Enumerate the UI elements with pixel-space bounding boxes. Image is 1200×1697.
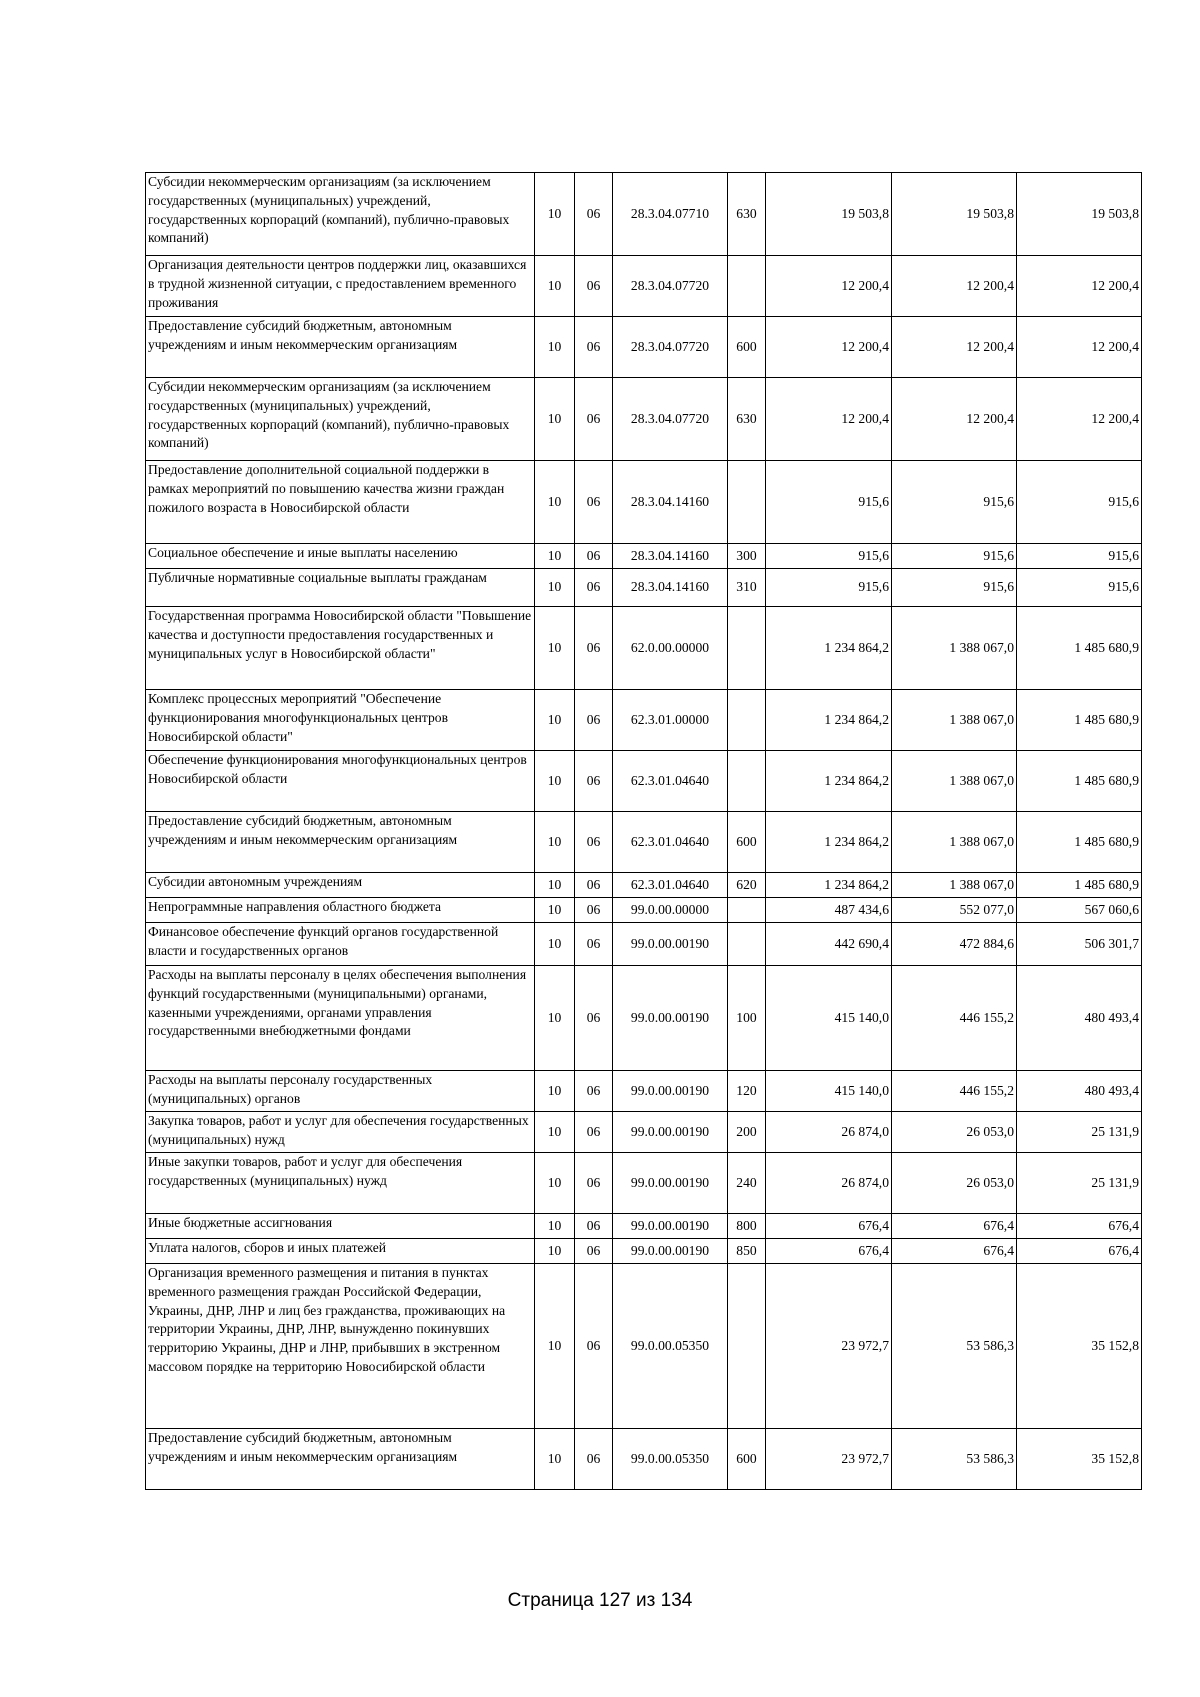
- table-row: [146, 751, 1142, 812]
- row-name-cell: Предоставление субсидий бюджетным, автономным учреждениям и иным некоммерческим организациям: [146, 1429, 535, 1490]
- section-code-cell: 10: [535, 378, 575, 461]
- amount-cell-3: 25 131,9: [1017, 1112, 1142, 1153]
- expense-type-cell: 600: [728, 812, 766, 873]
- amount-cell-3: 915,6: [1017, 569, 1142, 607]
- subsection-code-cell: 06: [575, 173, 613, 256]
- amount-cell-2: 12 200,4: [892, 256, 1017, 317]
- row-name-cell: Публичные нормативные социальные выплаты гражданам: [146, 569, 535, 607]
- page-number: Страница 127 из 134: [507, 1590, 693, 1611]
- amount-cell-1: 1 234 864,2: [766, 607, 892, 690]
- target-article-cell: 99.0.00.00190: [613, 1239, 728, 1264]
- subsection-code-cell: 06: [575, 607, 613, 690]
- target-article-cell: 99.0.00.00190: [613, 966, 728, 1071]
- row-name-cell: Расходы на выплаты персоналу в целях обеспечения выполнения функций государственными (муниципальными) органами, казенными учреждениями, органами управления государственными внебюджетными фондами: [146, 966, 535, 1071]
- row-name-cell: Обеспечение функционирования многофункциональных центров Новосибирской области: [146, 751, 535, 812]
- amount-cell-3: 1 485 680,9: [1017, 690, 1142, 751]
- expense-type-cell: 800: [728, 1214, 766, 1239]
- table-row: [146, 1239, 1142, 1264]
- table-row: [146, 256, 1142, 317]
- expense-type-cell: [728, 751, 766, 812]
- amount-cell-2: 1 388 067,0: [892, 690, 1017, 751]
- amount-cell-2: 26 053,0: [892, 1153, 1017, 1214]
- subsection-code-cell: 06: [575, 378, 613, 461]
- row-name-cell: Закупка товаров, работ и услуг для обеспечения государственных (муниципальных) нужд: [146, 1112, 535, 1153]
- amount-cell-2: 1 388 067,0: [892, 607, 1017, 690]
- table-row: [146, 1264, 1142, 1429]
- amount-cell-1: 442 690,4: [766, 923, 892, 966]
- section-code-cell: 10: [535, 1239, 575, 1264]
- target-article-cell: 28.3.04.07710: [613, 173, 728, 256]
- subsection-code-cell: 06: [575, 923, 613, 966]
- expense-type-cell: [728, 256, 766, 317]
- section-code-cell: 10: [535, 690, 575, 751]
- row-name-cell: Предоставление субсидий бюджетным, автономным учреждениям и иным некоммерческим организациям: [146, 812, 535, 873]
- amount-cell-3: 35 152,8: [1017, 1264, 1142, 1429]
- expense-type-cell: 620: [728, 873, 766, 898]
- amount-cell-1: 676,4: [766, 1239, 892, 1264]
- row-name-cell: Непрограммные направления областного бюджета: [146, 898, 535, 923]
- amount-cell-3: 506 301,7: [1017, 923, 1142, 966]
- expense-type-cell: [728, 898, 766, 923]
- row-name-cell: Социальное обеспечение и иные выплаты населению: [146, 544, 535, 569]
- table-row: [146, 1153, 1142, 1214]
- amount-cell-2: 676,4: [892, 1239, 1017, 1264]
- target-article-cell: 99.0.00.00000: [613, 898, 728, 923]
- section-code-cell: 10: [535, 544, 575, 569]
- amount-cell-3: 676,4: [1017, 1239, 1142, 1264]
- subsection-code-cell: 06: [575, 1112, 613, 1153]
- amount-cell-1: 12 200,4: [766, 256, 892, 317]
- target-article-cell: 99.0.00.00190: [613, 1214, 728, 1239]
- amount-cell-1: 1 234 864,2: [766, 812, 892, 873]
- target-article-cell: 28.3.04.07720: [613, 256, 728, 317]
- table-row: [146, 873, 1142, 898]
- target-article-cell: 99.0.00.05350: [613, 1264, 728, 1429]
- amount-cell-2: 53 586,3: [892, 1429, 1017, 1490]
- row-name-cell: Иные бюджетные ассигнования: [146, 1214, 535, 1239]
- table-row: [146, 461, 1142, 544]
- section-code-cell: 10: [535, 607, 575, 690]
- amount-cell-3: 12 200,4: [1017, 317, 1142, 378]
- amount-cell-2: 26 053,0: [892, 1112, 1017, 1153]
- subsection-code-cell: 06: [575, 1153, 613, 1214]
- amount-cell-3: 1 485 680,9: [1017, 607, 1142, 690]
- amount-cell-2: 915,6: [892, 569, 1017, 607]
- target-article-cell: 62.3.01.04640: [613, 812, 728, 873]
- amount-cell-1: 915,6: [766, 569, 892, 607]
- section-code-cell: 10: [535, 1214, 575, 1239]
- row-name-cell: Комплекс процессных мероприятий "Обеспечение функционирования многофункциональных центров Новосибирской области": [146, 690, 535, 751]
- expense-type-cell: 310: [728, 569, 766, 607]
- amount-cell-2: 1 388 067,0: [892, 751, 1017, 812]
- section-code-cell: 10: [535, 812, 575, 873]
- amount-cell-2: 1 388 067,0: [892, 873, 1017, 898]
- amount-cell-3: 25 131,9: [1017, 1153, 1142, 1214]
- table-row: [146, 690, 1142, 751]
- amount-cell-3: 1 485 680,9: [1017, 812, 1142, 873]
- section-code-cell: 10: [535, 1153, 575, 1214]
- expense-type-cell: [728, 607, 766, 690]
- amount-cell-1: 1 234 864,2: [766, 690, 892, 751]
- expense-type-cell: [728, 461, 766, 544]
- row-name-cell: Расходы на выплаты персоналу государственных (муниципальных) органов: [146, 1071, 535, 1112]
- section-code-cell: 10: [535, 1112, 575, 1153]
- expense-type-cell: 240: [728, 1153, 766, 1214]
- subsection-code-cell: 06: [575, 544, 613, 569]
- subsection-code-cell: 06: [575, 569, 613, 607]
- amount-cell-2: 12 200,4: [892, 378, 1017, 461]
- amount-cell-1: 19 503,8: [766, 173, 892, 256]
- subsection-code-cell: 06: [575, 256, 613, 317]
- section-code-cell: 10: [535, 1264, 575, 1429]
- target-article-cell: 28.3.04.14160: [613, 569, 728, 607]
- section-code-cell: 10: [535, 898, 575, 923]
- target-article-cell: 28.3.04.14160: [613, 461, 728, 544]
- target-article-cell: 28.3.04.14160: [613, 544, 728, 569]
- amount-cell-3: 480 493,4: [1017, 966, 1142, 1071]
- amount-cell-2: 446 155,2: [892, 966, 1017, 1071]
- section-code-cell: 10: [535, 1071, 575, 1112]
- amount-cell-1: 415 140,0: [766, 1071, 892, 1112]
- row-name-cell: Иные закупки товаров, работ и услуг для обеспечения государственных (муниципальных) нужд: [146, 1153, 535, 1214]
- amount-cell-1: 23 972,7: [766, 1429, 892, 1490]
- target-article-cell: 99.0.00.00190: [613, 1071, 728, 1112]
- table-row: [146, 1214, 1142, 1239]
- row-name-cell: Субсидии некоммерческим организациям (за исключением государственных (муниципальных) учреждений, государственных корпораций (компаний), публично-правовых компаний): [146, 378, 535, 461]
- amount-cell-3: 480 493,4: [1017, 1071, 1142, 1112]
- target-article-cell: 99.0.00.05350: [613, 1429, 728, 1490]
- row-name-cell: Организация деятельности центров поддержки лиц, оказавшихся в трудной жизненной ситуации, с предоставлением временного проживания: [146, 256, 535, 317]
- expense-type-cell: 630: [728, 378, 766, 461]
- amount-cell-3: 1 485 680,9: [1017, 873, 1142, 898]
- budget-table: [145, 172, 1142, 1490]
- subsection-code-cell: 06: [575, 317, 613, 378]
- row-name-cell: Субсидии некоммерческим организациям (за исключением государственных (муниципальных) учреждений, государственных корпораций (компаний), публично-правовых компаний): [146, 173, 535, 256]
- amount-cell-1: 26 874,0: [766, 1112, 892, 1153]
- table-row: [146, 1071, 1142, 1112]
- amount-cell-2: 19 503,8: [892, 173, 1017, 256]
- section-code-cell: 10: [535, 751, 575, 812]
- amount-cell-1: 23 972,7: [766, 1264, 892, 1429]
- amount-cell-1: 1 234 864,2: [766, 751, 892, 812]
- amount-cell-2: 1 388 067,0: [892, 812, 1017, 873]
- amount-cell-1: 12 200,4: [766, 378, 892, 461]
- target-article-cell: 99.0.00.00190: [613, 1153, 728, 1214]
- row-name-cell: Финансовое обеспечение функций органов государственной власти и государственных органов: [146, 923, 535, 966]
- amount-cell-3: 567 060,6: [1017, 898, 1142, 923]
- subsection-code-cell: 06: [575, 690, 613, 751]
- table-row: [146, 569, 1142, 607]
- amount-cell-3: 915,6: [1017, 461, 1142, 544]
- table-row: [146, 1429, 1142, 1490]
- table-row: [146, 812, 1142, 873]
- amount-cell-2: 446 155,2: [892, 1071, 1017, 1112]
- expense-type-cell: 200: [728, 1112, 766, 1153]
- subsection-code-cell: 06: [575, 751, 613, 812]
- section-code-cell: 10: [535, 173, 575, 256]
- amount-cell-2: 12 200,4: [892, 317, 1017, 378]
- amount-cell-3: 676,4: [1017, 1214, 1142, 1239]
- amount-cell-3: 12 200,4: [1017, 378, 1142, 461]
- expense-type-cell: 120: [728, 1071, 766, 1112]
- target-article-cell: 99.0.00.00190: [613, 1112, 728, 1153]
- row-name-cell: Субсидии автономным учреждениям: [146, 873, 535, 898]
- amount-cell-2: 676,4: [892, 1214, 1017, 1239]
- section-code-cell: 10: [535, 461, 575, 544]
- table-row: [146, 173, 1142, 256]
- table-row: [146, 966, 1142, 1071]
- table-row: [146, 317, 1142, 378]
- expense-type-cell: 600: [728, 1429, 766, 1490]
- section-code-cell: 10: [535, 873, 575, 898]
- table-body: [146, 173, 1142, 1490]
- row-name-cell: Предоставление дополнительной социальной поддержки в рамках мероприятий по повышению качества жизни граждан пожилого возраста в Новосибирской области: [146, 461, 535, 544]
- expense-type-cell: 100: [728, 966, 766, 1071]
- table-row: [146, 544, 1142, 569]
- subsection-code-cell: 06: [575, 1239, 613, 1264]
- row-name-cell: Предоставление субсидий бюджетным, автономным учреждениям и иным некоммерческим организациям: [146, 317, 535, 378]
- amount-cell-1: 1 234 864,2: [766, 873, 892, 898]
- subsection-code-cell: 06: [575, 898, 613, 923]
- target-article-cell: 28.3.04.07720: [613, 317, 728, 378]
- amount-cell-3: 915,6: [1017, 544, 1142, 569]
- row-name-cell: Государственная программа Новосибирской области "Повышение качества и доступности предоставления государственных и муниципальных услуг в Новосибирской области": [146, 607, 535, 690]
- expense-type-cell: 850: [728, 1239, 766, 1264]
- amount-cell-2: 552 077,0: [892, 898, 1017, 923]
- section-code-cell: 10: [535, 966, 575, 1071]
- row-name-cell: Организация временного размещения и питания в пунктах временного размещения граждан Российской Федерации, Украины, ДНР, ЛНР и лиц без гражданства, проживающих на территории Украины, ДНР, ЛНР, вынужденно покинувших территорию Украины, ДНР и ЛНР, прибывших в экстренном массовом порядке на территорию Новосибирской области: [146, 1264, 535, 1429]
- amount-cell-1: 676,4: [766, 1214, 892, 1239]
- amount-cell-3: 1 485 680,9: [1017, 751, 1142, 812]
- subsection-code-cell: 06: [575, 461, 613, 544]
- subsection-code-cell: 06: [575, 1429, 613, 1490]
- section-code-cell: 10: [535, 1429, 575, 1490]
- subsection-code-cell: 06: [575, 812, 613, 873]
- subsection-code-cell: 06: [575, 1071, 613, 1112]
- section-code-cell: 10: [535, 317, 575, 378]
- table-row: [146, 607, 1142, 690]
- amount-cell-2: 472 884,6: [892, 923, 1017, 966]
- amount-cell-1: 915,6: [766, 544, 892, 569]
- section-code-cell: 10: [535, 569, 575, 607]
- expense-type-cell: [728, 1264, 766, 1429]
- section-code-cell: 10: [535, 256, 575, 317]
- expense-type-cell: 630: [728, 173, 766, 256]
- expense-type-cell: 300: [728, 544, 766, 569]
- target-article-cell: 99.0.00.00190: [613, 923, 728, 966]
- target-article-cell: 62.3.01.04640: [613, 873, 728, 898]
- amount-cell-2: 915,6: [892, 544, 1017, 569]
- expense-type-cell: [728, 923, 766, 966]
- subsection-code-cell: 06: [575, 1214, 613, 1239]
- amount-cell-3: 35 152,8: [1017, 1429, 1142, 1490]
- amount-cell-2: 53 586,3: [892, 1264, 1017, 1429]
- row-name-cell: Уплата налогов, сборов и иных платежей: [146, 1239, 535, 1264]
- expense-type-cell: 600: [728, 317, 766, 378]
- amount-cell-1: 487 434,6: [766, 898, 892, 923]
- amount-cell-1: 26 874,0: [766, 1153, 892, 1214]
- expense-type-cell: [728, 690, 766, 751]
- amount-cell-3: 19 503,8: [1017, 173, 1142, 256]
- target-article-cell: 62.3.01.04640: [613, 751, 728, 812]
- table-row: [146, 378, 1142, 461]
- amount-cell-1: 12 200,4: [766, 317, 892, 378]
- section-code-cell: 10: [535, 923, 575, 966]
- amount-cell-3: 12 200,4: [1017, 256, 1142, 317]
- subsection-code-cell: 06: [575, 966, 613, 1071]
- subsection-code-cell: 06: [575, 873, 613, 898]
- amount-cell-1: 915,6: [766, 461, 892, 544]
- amount-cell-1: 415 140,0: [766, 966, 892, 1071]
- amount-cell-2: 915,6: [892, 461, 1017, 544]
- subsection-code-cell: 06: [575, 1264, 613, 1429]
- table-row: [146, 1112, 1142, 1153]
- target-article-cell: 28.3.04.07720: [613, 378, 728, 461]
- target-article-cell: 62.3.01.00000: [613, 690, 728, 751]
- table-row: [146, 923, 1142, 966]
- table-row: [146, 898, 1142, 923]
- target-article-cell: 62.0.00.00000: [613, 607, 728, 690]
